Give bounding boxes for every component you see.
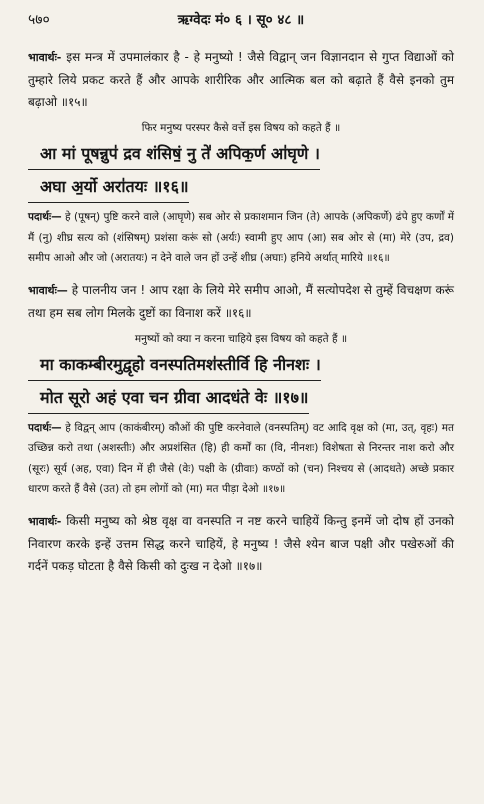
page-header [28,10,454,34]
mantra-16 [28,139,454,205]
bhavartha-16 [28,279,454,324]
mantra-line: मा काकम्बीरमुद्वृहो वनस्पतिमश॑स्तीर्वि हि नीनशः । [28,350,321,381]
padartha-text: हे विद्वन् आप (काकंबीरम्) कौओं की पुष्टि करनेवाले (वनस्पतिम्) वट आदि वृक्ष को (मा, उत्, वृहः) मत उच्छिन्न करो तथा (अशस्तीः) और अप्रशंसित (हि) ही कर्मों का (वि, नीनशः) विशेषता से निरन्तर नाश करो और (सूरः) सूर्य (अह, एवा) दिन में ही जैसे (वेः) पक्षी के (ग्रीवाः) कण्ठों को (चन) निश्चय से (आदधते) अच्छे प्रकार धारण करते हैं वैसे (उत) तो हम लोगों को (मा) मत पीड़ा देओ ॥१७॥ [28,421,454,495]
mantra-17 [28,350,454,416]
bhavartha-label: भावार्थः— [28,283,68,297]
padartha-text: हे (पूषन्) पुष्टि करने वाले (आघृणे) सब ओर से प्रकाशमान जिन (ते) आपके (अपिकर्णे) ढंपे हुए कर्णों में मैं (नु) शीघ्र सत्य को (शंसिषम्) प्रशंसा करूं सो (अर्यः) स्वामी हुए आप (आ) सब ओर से (मा) मेरे (उप, द्रव) समीप आओ और जो (अरातयः) न देने वाले जन हों उन्हें शीघ्र (अघाः) हनिये अर्थात् मारिये ॥१६॥ [28,211,454,264]
bhavartha-15 [28,46,454,113]
bhavartha-text: इस मन्त्र में उपमालंकार है - हे मनुष्यो ! जैसे विद्वान् जन विज्ञानदान से गुप्त विद्याओं को तुम्हारे लिये प्रकट करते हैं और आपके शारीरिक और आत्मिक बल को बढ़ाते हैं वैसे इनको तुम बढ़ाओ ॥१५॥ [28,50,454,109]
intro-line-17: मनुष्यों को क्या न करना चाहिये इस विषय को कहते हैं ॥ [134,332,348,345]
page-number: ५७० [28,12,50,28]
bhavartha-label: भावार्थः- [28,51,62,64]
bhavartha-text: किसी मनुष्य को श्रेष्ठ वृक्ष वा वनस्पति न नष्ट करने चाहियें किन्तु इनमें जो दोष हों उनको निवारण करके इन्हें उत्तम सिद्ध करने चाहियें, हे मनुष्य ! जैसे श्येन बाज पक्षी और पखेरुओं की गर्दनें पकड़ घोटता है वैसे किसी को दुःख न देओ ॥१७॥ [28,513,454,573]
padartha-17 [28,418,454,500]
padartha-label: पदार्थः— [28,211,62,223]
bhavartha-text: हे पालनीय जन ! आप रक्षा के लिये मेरे समीप आओ, मैं सत्योपदेश से तुम्हें विचक्षण करूं तथा हम सब लोग मिलके दुष्टों का विनाश करें ॥१६॥ [28,282,454,320]
mantra-line: आ मां पूषन्नुप॑ द्रव शंसिषं॒ नु ते॑ अपिक॒र्ण आ॑घृणे । [28,139,320,170]
padartha-16 [28,207,454,269]
intro-line-16: फिर मनुष्य परस्पर कैसे वर्त्ते इस विषय को कहते हैं ॥ [141,122,341,134]
padartha-label: पदार्थः— [28,421,62,434]
bhavartha-label: भावार्थः- [28,514,62,528]
bhavartha-17 [28,510,454,577]
mantra-line: मोत सूरो अहं एवा चन ग्रीवा आदधंते वेः ॥१७॥ [28,383,309,414]
running-title: ऋग्वेदः मं० ६ । सू० ४८ ॥ [177,12,305,28]
mantra-line: अघा अ॒र्यो अरा॑तयः ॥१६॥ [28,172,189,203]
